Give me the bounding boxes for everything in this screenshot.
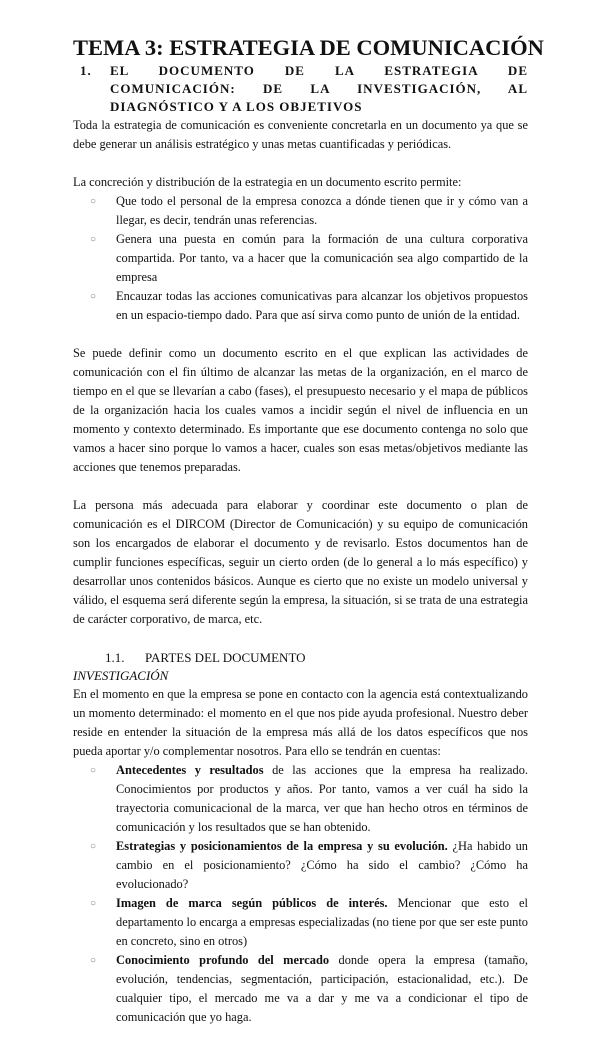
list-item-bold: Antecedentes y resultados xyxy=(116,763,264,777)
list-item xyxy=(73,951,528,1027)
list-item-text: donde opera la empresa (tamaño, evolución, tendencias, segmentación, participación, estacionalidad, etc.). De cualquier tipo, el mercado me va a dar y me va a condicionar el tipo de comunicación que yo haga. xyxy=(116,953,529,1024)
list-item-text: Genera una puesta en común para la formación de una cultura corporativa compartida. Por tanto, va a hacer que la comunicación sea algo compartido de la empresa xyxy=(116,232,528,284)
bullet-list-1 xyxy=(73,192,528,325)
bullet-icon: ○ xyxy=(90,291,97,302)
list-item xyxy=(73,837,528,894)
subsection-number: 1.1. xyxy=(105,650,125,665)
list-item-text: Que todo el personal de la empresa conozca a dónde tienen que ir y cómo van a llegar, es decir, tendrán unas referencias. xyxy=(116,194,528,227)
bullet-icon: ○ xyxy=(90,196,97,207)
list-item-text: ¿Ha habido un cambio en el posicionamiento? ¿Cómo ha sido el cambio? ¿Cómo ha evolucionado? xyxy=(116,839,528,891)
subheading-investigacion: INVESTIGACIÓN xyxy=(73,668,169,683)
list-item xyxy=(73,894,528,951)
paragraph-intro: Toda la estrategia de comunicación es conveniente concretarla en un documento ya que se debe generar un análisis estratégico y unas metas cuantificadas y periódicas. xyxy=(73,118,528,151)
paragraph-dircom: La persona más adecuada para elaborar y coordinar este documento o plan de comunicación es el DIRCOM (Director de Comunicación) y su equipo de comunicación son los encargados de elaborar el documento y de revisarlo. Estos documentos han de cumplir funciones específicas, seguir un cierto orden (de lo general a lo más específico) y desarrollar unos contenidos básicos. Aunque es cierto que no existe un modelo universal y válido, el esquema será diferente según la empresa, la situación, si se trata de una estrategia de carácter corporativo, de marca, etc. xyxy=(73,498,528,626)
list-item-bold: Estrategias y posicionamientos de la empresa y su evolución. xyxy=(116,839,448,853)
list-item xyxy=(73,287,528,325)
list-item-text: Mencionar que esto el departamento lo encarga a empresas especializadas (no tiene por que ser este punto en concreto, sino en otros) xyxy=(116,896,528,948)
subsection-title: PARTES DEL DOCUMENTO xyxy=(145,650,306,665)
bullet-icon: ○ xyxy=(90,955,97,966)
bullet-icon: ○ xyxy=(90,234,97,245)
paragraph-investigacion: En el momento en que la empresa se pone en contacto con la agencia está contextualizando un momento determinado: el momento en el que nos pide ayuda profesional. Nuestro deber reside en entender la situación de la empresa más allá de los datos específicos que nos pueda aportar y/o complementar nosotros. Para ello se tendrán en cuentas: xyxy=(73,687,528,758)
subsection-heading xyxy=(105,648,528,667)
paragraph-definicion: Se puede definir como un documento escrito en el que explican las actividades de comunicación con el fin último de alcanzar las metas de la organización, en el marco de tiempo en el que se llevarían a cabo (fases), el presupuesto necesario y el mapa de públicos de la organización hacia los cuales vamos a incidir según el nivel de influencia en un momento y contexto determinado. Es importante que ese documento contenga no solo que vamos a hacer sino porque lo vamos a hacer, cuales son esas metas/objetivos mediante las acciones que tenemos preparadas. xyxy=(73,346,528,474)
list-item-text: de las acciones que la empresa ha realizado. Conocimientos por productos y años. Por tanto, vamos a ver cuál ha sido la trayectoria comunicacional de la marca, ver que han hecho otros en términos de comunicación y los resultados que se han obtenido. xyxy=(116,763,528,834)
bullet-icon: ○ xyxy=(90,898,97,909)
bullet-icon: ○ xyxy=(90,841,97,852)
list-item xyxy=(73,761,528,837)
list-item-text: Encauzar todas las acciones comunicativas para alcanzar los objetivos propuestos en un espacio-tiempo dado. Para que así sirva como punto de unión de la entidad. xyxy=(116,289,528,322)
section-heading-1 xyxy=(80,62,528,116)
list-item-bold: Imagen de marca según públicos de interés. xyxy=(116,896,388,910)
section-title: EL DOCUMENTO DE LA ESTRATEGIA DE COMUNICACIÓN: DE LA INVESTIGACIÓN, AL DIAGNÓSTICO Y A LOS OBJETIVOS xyxy=(110,63,528,114)
list-item xyxy=(73,192,528,230)
section-number: 1. xyxy=(80,63,92,78)
page-title: TEMA 3: ESTRATEGIA DE COMUNICACIÓN xyxy=(73,35,544,60)
bullet-icon: ○ xyxy=(90,765,97,776)
list-item xyxy=(73,230,528,287)
list-item-bold: Conocimiento profundo del mercado xyxy=(116,953,330,967)
bullet-list-2 xyxy=(73,761,528,1027)
paragraph-concrecion: La concreción y distribución de la estrategia en un documento escrito permite: xyxy=(73,175,462,189)
